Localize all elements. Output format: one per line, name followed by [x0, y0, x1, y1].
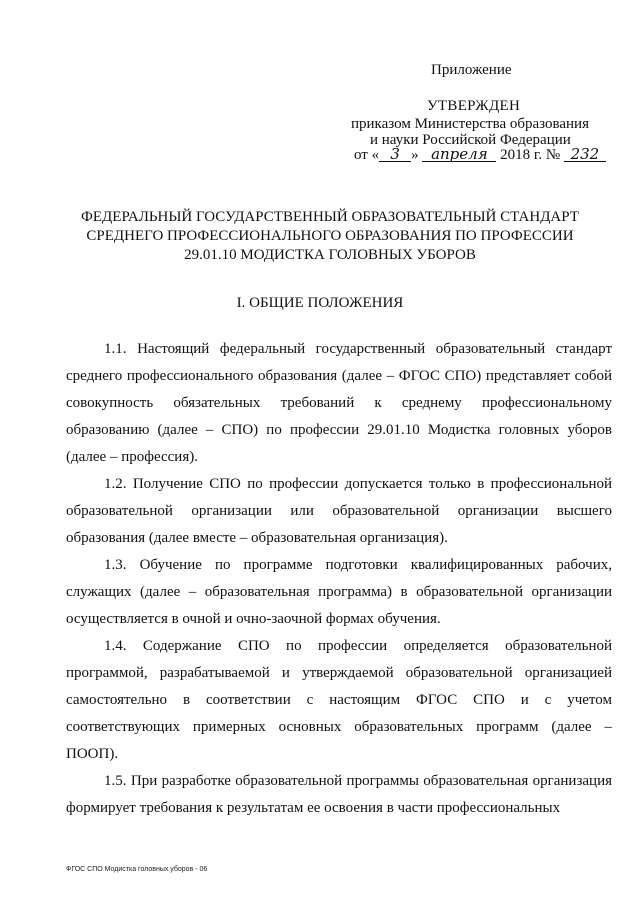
standard-title: [40, 208, 620, 265]
appendix-label: Приложение: [431, 62, 512, 78]
section-heading: I. ОБЩИЕ ПОЛОЖЕНИЯ: [236, 295, 404, 311]
date-year: 2018 г. №: [500, 147, 561, 163]
body-text: [66, 336, 612, 822]
order-issuer-line1: приказом Министерства образования: [351, 116, 589, 132]
approved-stamp-title: УТВЕРЖДЕН: [427, 98, 521, 114]
date-mid: »: [411, 147, 419, 163]
paragraph-1-4: 1.4. Содержание СПО по профессии определяется образовательной программой, разрабатываемой и утверждаемой образовательной организацией самостоятельно в соответствии с настоящим ФГОС СПО и с учетом соответствующих примерных основных образовательных программ (далее – ПООП).: [66, 638, 612, 762]
standard-title-line1: ФЕДЕРАЛЬНЫЙ ГОСУДАРСТВЕННЫЙ ОБРАЗОВАТЕЛЬНЫЙ СТАНДАРТ: [81, 209, 579, 225]
date-month-handwritten: апреля: [422, 147, 496, 162]
page-footer: ФГОС СПО Модистка головных уборов - 06: [66, 866, 208, 873]
date-prefix: от «: [354, 147, 380, 163]
date-day-handwritten: 3: [379, 147, 411, 162]
standard-title-line3: 29.01.10 МОДИСТКА ГОЛОВНЫХ УБОРОВ: [184, 247, 476, 263]
paragraph-1-1: 1.1. Настоящий федеральный государственный образовательный стандарт среднего профессионального образования (далее – ФГОС СПО) представляет собой совокупность обязательных требований к среднему профессиональному образованию (далее – СПО) по профессии 29.01.10 Модистка головных уборов (далее – профессия).: [66, 341, 612, 465]
order-number-handwritten: 232: [564, 147, 606, 162]
order-issuer-line2: и науки Российской Федерации: [370, 132, 571, 148]
paragraph-1-3: 1.3. Обучение по программе подготовки квалифицированных рабочих, служащих (далее – образовательная программа) в образовательной организации осуществляется в очной и очно-заочной формах обучения.: [66, 557, 612, 627]
paragraph-1-2: 1.2. Получение СПО по профессии допускается только в профессиональной образовательной организации или образовательной организации высшего образования (далее вместе – образовательная организация).: [66, 476, 612, 546]
paragraph-1-5: 1.5. При разработке образовательной программы образовательная организация формирует требования к результатам ее освоения в части профессиональных: [66, 773, 612, 816]
standard-title-line2: СРЕДНЕГО ПРОФЕССИОНАЛЬНОГО ОБРАЗОВАНИЯ ПО ПРОФЕССИИ: [86, 228, 574, 244]
order-date-line: [354, 147, 606, 164]
